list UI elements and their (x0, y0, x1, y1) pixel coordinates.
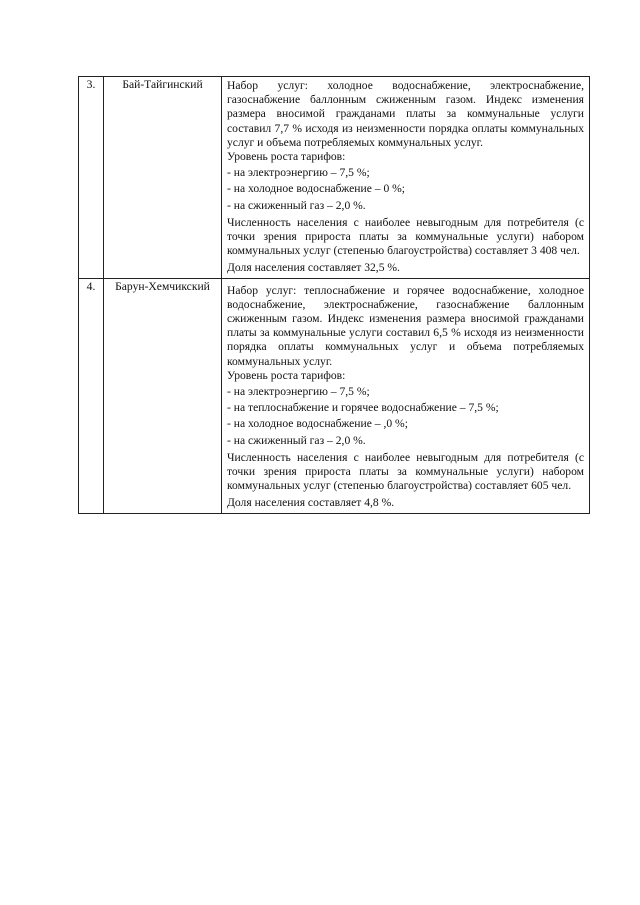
row-number: 3. (79, 77, 104, 279)
tariff-item: - на теплоснабжение и горячее водоснабжение – 7,5 %; (227, 401, 499, 415)
population-text: Численность населения с наиболее невыгодным для потребителя (с точки зрения прироста платы за коммунальные услуги) набором коммунальных услуг (степенью благоустройства) составляет 3 408 чел. (227, 215, 584, 258)
municipality-name: Бай-Тайгинский (104, 77, 222, 279)
tariff-heading: Уровень роста тарифов: (227, 368, 346, 382)
tariff-item: - на холодное водоснабжение – ,0 %; (227, 417, 408, 431)
municipality-name: Барун-Хемчикский (104, 278, 222, 513)
description-cell (222, 77, 590, 279)
row-number: 4. (79, 278, 104, 513)
tariff-item: - на электроэнергию – 7,5 %; (227, 166, 370, 180)
tariff-item: - на сжиженный газ – 2,0 %. (227, 433, 366, 447)
municipality-tariff-table (78, 76, 590, 514)
tariff-item: - на сжиженный газ – 2,0 %. (227, 198, 366, 212)
services-text: Набор услуг: теплоснабжение и горячее водоснабжение, холодное водоснабжение, электроснабжение, газоснабжение баллонным сжиженным газом. Индекс изменения размера вносимой гражданами платы за коммунальные услуги составил 6,5 % исходя из неизменности порядка оплаты коммунальных услуг и объема потребляемых коммунальных услуг. (227, 283, 584, 368)
description-cell (222, 278, 590, 513)
services-text: Набор услуг: холодное водоснабжение, электроснабжение, газоснабжение баллонным сжиженным газом. Индекс изменения размера вносимой гражданами платы за коммунальные услуги составил 7,7 % исходя из неизменности порядка оплаты коммунальных услуг и объема потребляемых коммунальных услуг. (227, 79, 584, 149)
tariff-item: - на электроэнергию – 7,5 %; (227, 385, 370, 399)
population-text: Численность населения с наиболее невыгодным для потребителя (с точки зрения прироста платы за коммунальные услуги) набором коммунальных услуг (степенью благоустройства) составляет 605 чел. (227, 450, 584, 493)
table-row (79, 77, 590, 279)
table-row (79, 278, 590, 513)
population-share: Доля населения составляет 32,5 %. (227, 261, 400, 275)
population-share: Доля населения составляет 4,8 %. (227, 496, 395, 510)
tariff-item: - на холодное водоснабжение – 0 %; (227, 182, 406, 196)
tariff-heading: Уровень роста тарифов: (227, 150, 346, 164)
